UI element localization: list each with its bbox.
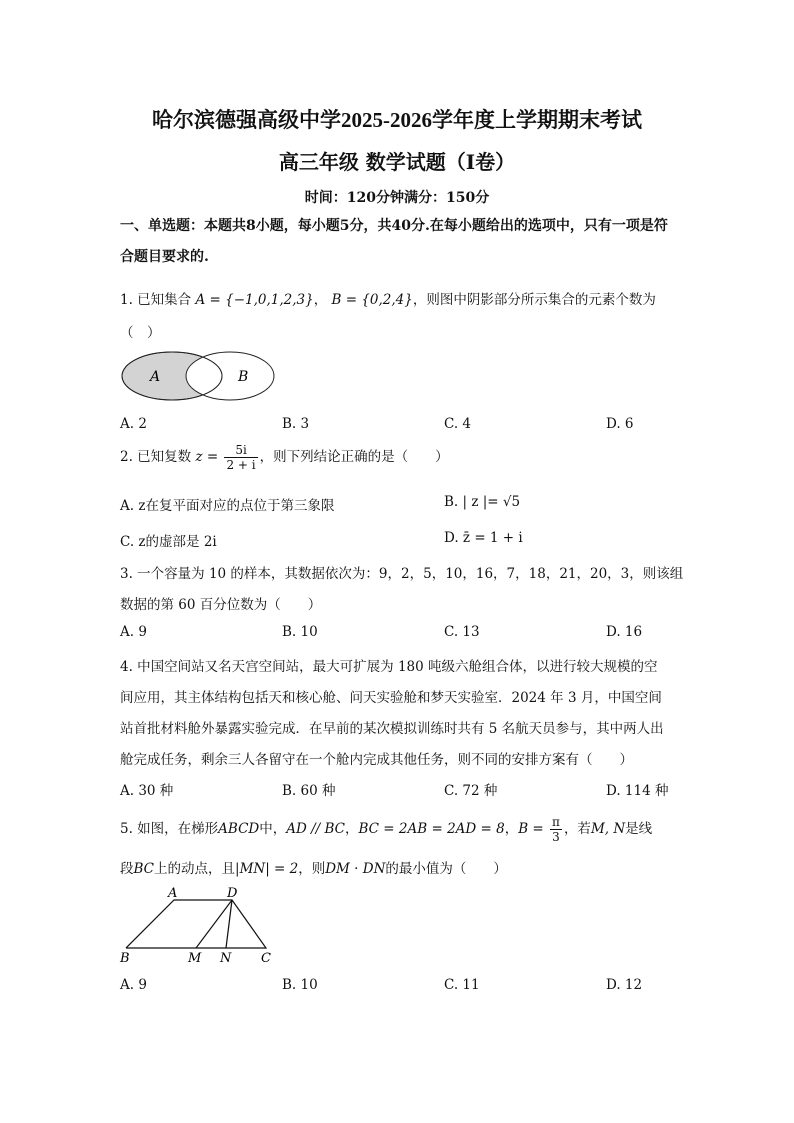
q5-option-b: B. 10 <box>282 977 318 993</box>
q5-three: 3 <box>552 830 560 844</box>
q5-parallel: AD // BC <box>286 821 346 837</box>
venn-diagram <box>118 348 278 404</box>
venn-label-a: A <box>150 369 161 385</box>
question-1-stem <box>120 288 656 308</box>
exam-title: 哈尔滨德强高级中学2025-2026学年度上学期期末考试 <box>152 108 642 132</box>
q2-number: 2. 已知复数 <box>120 449 192 465</box>
exam-subtitle: 高三年级 数学试题（I卷） <box>278 150 516 174</box>
question-4-line-2: 间应用，其主体结构包括天和核心舱、问天实验舱和梦天实验室．2024 年 3 月，中国空间 <box>120 690 662 706</box>
question-4-line-3: 站首批材料舱外暴露实验完成．在早前的某次模拟训练时共有 5 名航天员参与，其中两人出 <box>120 721 664 737</box>
question-4-line-1: 4. 中国空间站又名天宫空间站，最大可扩展为 180 吨级六舱组合体，以进行较大规模的空 <box>120 659 658 675</box>
trapezoid-outline <box>126 900 266 948</box>
q5-mn-abs: |MN| = 2 <box>235 861 299 877</box>
question-4-line-4: 舱完成任务，剩余三人各留守在一个舱内完成其他任务，则不同的安排方案有（ ） <box>120 752 633 768</box>
point-label-d: D <box>227 886 238 901</box>
q4-option-c: C. 72 种 <box>444 783 498 799</box>
q2-option-c: C. z的虚部是 2i <box>120 534 217 550</box>
q4-option-d: D. 114 种 <box>606 783 669 799</box>
q1-sep: ， <box>313 292 328 308</box>
q5-dot-product: DM · DN <box>325 861 386 877</box>
q3-option-a: A. 9 <box>120 624 147 640</box>
q5-option-d: D. 12 <box>606 977 643 993</box>
point-label-b: B <box>120 951 130 966</box>
q1-rest: ，则图中阴影部分所示集合的元素个数为 <box>412 292 656 308</box>
q5-trapezoid: ABCD <box>218 821 260 837</box>
q5-option-a: A. 9 <box>120 977 147 993</box>
q5-bc: BC <box>133 861 155 877</box>
q5-text-g: 段 <box>120 861 134 877</box>
q5-text-b: 中， <box>259 821 287 837</box>
q1-option-a: A. 2 <box>120 416 147 432</box>
point-label-a: A <box>168 886 178 901</box>
q5-mn: M, N <box>590 821 626 837</box>
question-5-line-1 <box>120 815 652 844</box>
q5-pi: π <box>552 815 560 829</box>
q5-text-i: ，则 <box>298 861 326 877</box>
q4-option-b: B. 60 种 <box>282 783 336 799</box>
q5-text-d: ， <box>504 821 519 837</box>
q1-option-d: D. 6 <box>606 416 634 432</box>
q5-text-e: ，若 <box>563 821 591 837</box>
q2-fraction <box>224 443 257 472</box>
q1-option-b: B. 3 <box>282 416 310 432</box>
question-2-stem <box>120 443 449 472</box>
q5-text-j: 的最小值为（ ） <box>385 861 507 877</box>
q1-set-a: A = {−1,0,1,2,3} <box>195 292 314 308</box>
q3-option-b: B. 10 <box>282 624 318 640</box>
q2-frac-denominator: 2 + i <box>226 458 256 472</box>
q4-option-a: A. 30 种 <box>120 783 174 799</box>
q3-option-d: D. 16 <box>606 624 643 640</box>
q1-option-c: C. 4 <box>444 416 472 432</box>
point-label-m: M <box>188 951 202 966</box>
question-3-line-1: 3. 一个容量为 10 的样本，其数据依次为：9，2，5，10，16，7，18，21，20，3，则该组 <box>120 566 684 582</box>
q3-option-c: C. 13 <box>444 624 480 640</box>
trapezoid-figure <box>116 886 286 966</box>
q5-text-c: ， <box>345 821 359 837</box>
q5-text-a: 5. 如图，在梯形 <box>120 821 219 837</box>
q1-number: 1. 已知集合 <box>120 292 192 308</box>
q2-option-a: A. z在复平面对应的点位于第三象限 <box>120 498 335 514</box>
point-label-n: N <box>220 951 232 966</box>
q5-angle-b: B = <box>518 821 544 837</box>
question-5-line-2 <box>120 857 507 877</box>
q5-text-h: 上的动点，且 <box>154 861 236 877</box>
question-3-line-2: 数据的第 60 百分位数为（ ） <box>120 597 322 613</box>
q5-option-c: C. 11 <box>444 977 480 993</box>
q2-option-b: B. | z |= √5 <box>444 494 521 510</box>
q5-text-f: 是线 <box>625 821 653 837</box>
q1-set-b: B = {0,2,4} <box>331 292 413 308</box>
q5-pi-over-3 <box>550 815 562 844</box>
q2-z: z = <box>195 449 219 465</box>
q2-option-d: D. z̄ = 1 + i <box>444 530 523 546</box>
q2-frac-numerator: 5i <box>224 443 257 458</box>
section-heading: 一、单选题：本题共8小题，每小题5分，共40分.在每小题给出的选项中，只有一项是符合题目要求的. <box>120 218 668 265</box>
exam-meta: 时间：120分钟满分：150分 <box>304 190 490 206</box>
q1-paren: （ ） <box>120 325 161 341</box>
q2-rest: ，则下列结论正确的是（ ） <box>259 449 449 465</box>
venn-label-b: B <box>238 369 249 385</box>
point-label-c: C <box>261 951 271 966</box>
q5-lengths: BC = 2AB = 2AD = 8 <box>358 821 505 837</box>
